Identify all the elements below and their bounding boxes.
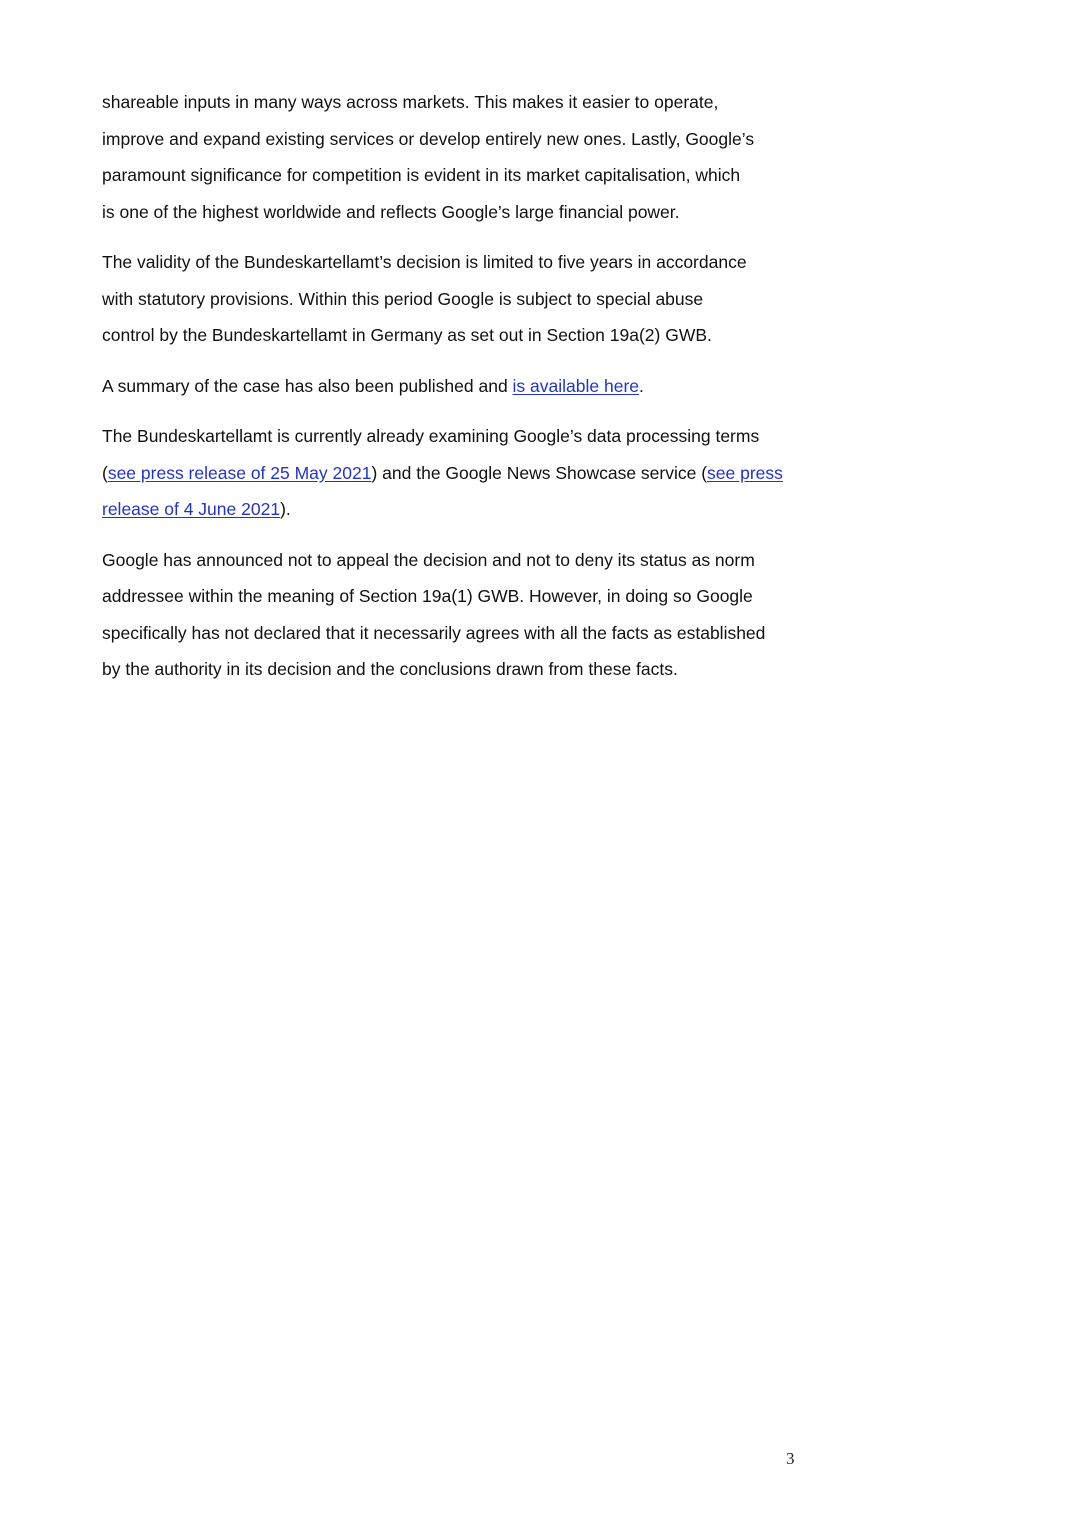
text-line [102, 418, 802, 455]
text-segment: Google has announced not to appeal the decision and not to deny its status as norm [102, 549, 755, 570]
text-segment: by the authority in its decision and the conclusions drawn from these facts. [102, 659, 678, 679]
text-segment: The Bundeskartellamt is currently already examining Google’s data processing terms [102, 426, 760, 446]
text-segment: improve and expand existing services or develop entirely new ones. Lastly, Google’s [102, 128, 755, 149]
text-segment: A summary of the case has also been published and [102, 375, 513, 396]
text-segment: The validity of the Bundeskartellamt’s decision is limited to five years in accordance [102, 252, 747, 272]
paragraph [102, 244, 802, 354]
text-line [102, 651, 802, 688]
hyperlink[interactable]: is available here [512, 375, 640, 396]
text-line [102, 368, 802, 405]
text-segment: ). [280, 499, 291, 519]
text-line [102, 455, 802, 492]
paragraph [102, 84, 802, 230]
text-segment: control by the Bundeskartellamt in Germany as set out in Section 19a(2) GWB. [102, 325, 712, 345]
hyperlink[interactable]: see press [707, 462, 783, 483]
text-segment: ) and the Google News Showcase service ( [371, 462, 708, 483]
hyperlink[interactable]: release of 4 June 2021 [102, 499, 281, 519]
text-line [102, 542, 802, 579]
page-number: 3 [786, 1449, 795, 1468]
text-line [102, 578, 802, 615]
text-segment: paramount significance for competition is evident in its market capitalisation, which [102, 165, 741, 185]
text-line [102, 281, 802, 318]
text-segment: specifically has not declared that it necessarily agrees with all the facts as established [102, 622, 766, 643]
text-segment: . [639, 375, 644, 396]
text-line [102, 491, 802, 528]
paragraph [102, 368, 802, 405]
text-line [102, 121, 802, 158]
text-line [102, 84, 802, 121]
text-segment: addressee within the meaning of Section 19a(1) GWB. However, in doing so Google [102, 586, 753, 606]
text-segment: is one of the highest worldwide and reflects Google’s large financial power. [102, 201, 680, 222]
text-line [102, 244, 802, 281]
text-segment: ( [102, 462, 108, 483]
text-line [102, 157, 802, 194]
text-segment: shareable inputs in many ways across markets. This makes it easier to operate, [102, 92, 719, 112]
text-line [102, 194, 802, 231]
text-line [102, 317, 802, 354]
hyperlink[interactable]: see press release of 25 May 2021 [107, 462, 372, 483]
document-body [102, 84, 802, 702]
paragraph [102, 542, 802, 688]
paragraph [102, 418, 802, 528]
text-segment: with statutory provisions. Within this period Google is subject to special abuse [102, 288, 704, 309]
text-line [102, 615, 802, 652]
